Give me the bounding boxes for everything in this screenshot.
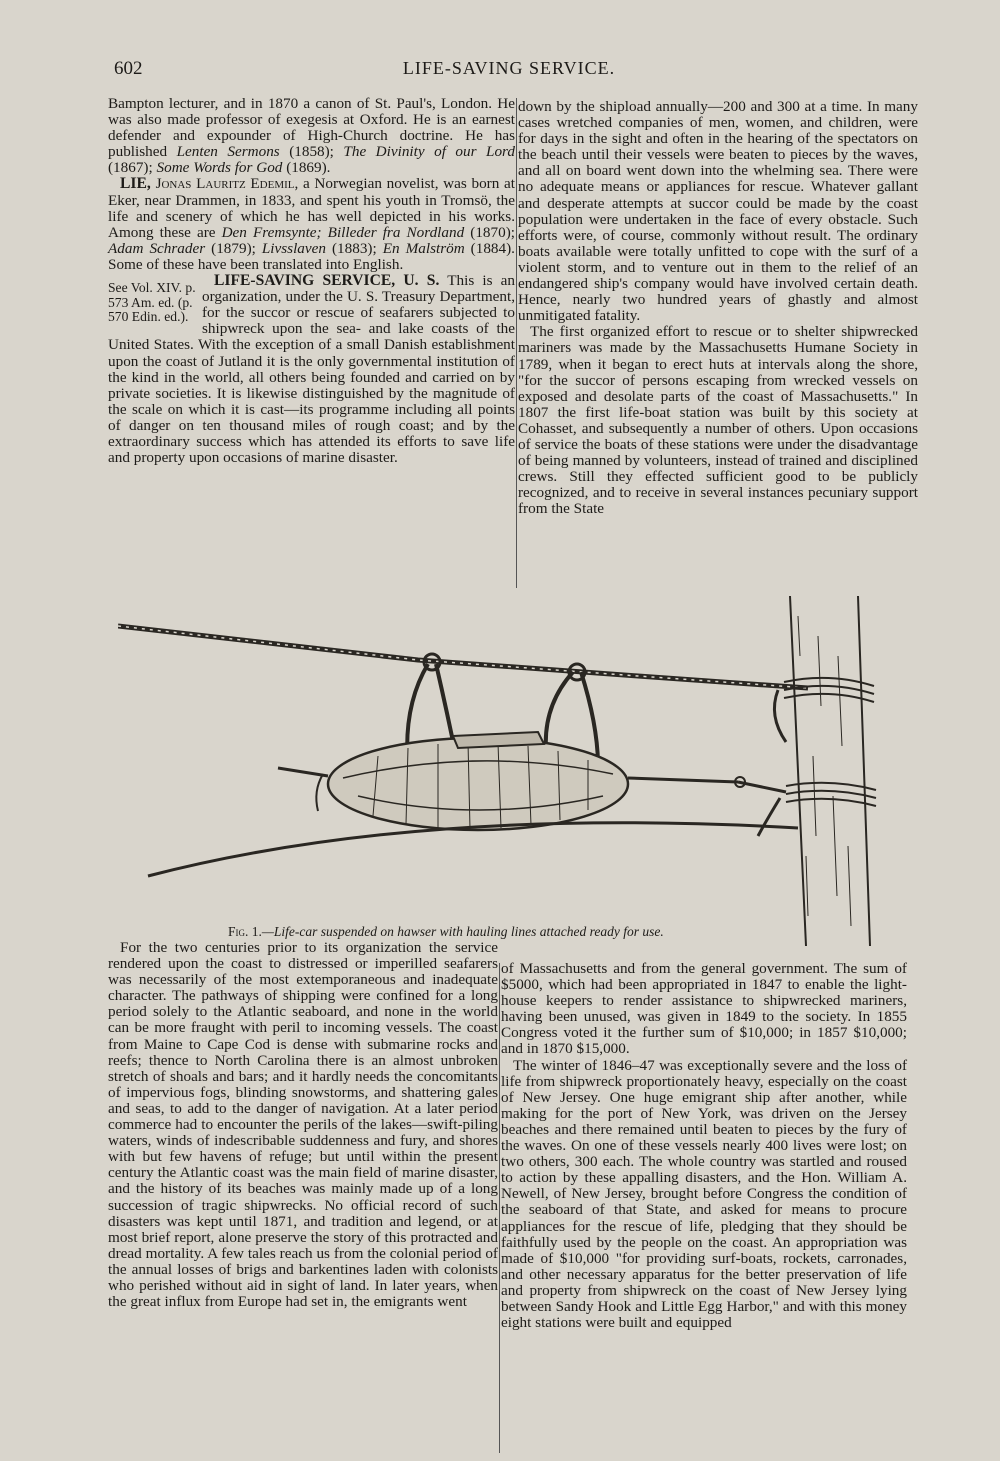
left-column-bottom: [108, 940, 498, 1310]
life-car-illustration: [118, 596, 908, 946]
left-column-top: [108, 96, 515, 466]
caption-text: —Life-car suspended on hawser with hauling lines attached ready for use.: [261, 924, 664, 939]
life-car-engraving: [118, 596, 908, 946]
paragraph: down by the shipload annually—200 and 300 at a time. In many cases wretched companies of men, women, and children, were for days in the sight and often in the hearing of the spectators on the beach until their vessels were beaten to pieces by the waves, and all on board went down into the whelming sea. There were no adequate means or appliances for rescue. Whatever gallant and desperate attempts at succor could be made by the coast population were undertaken in the face of every obstacle. Such efforts were, of course, commonly without result. The ordinary boats available were totally unfitted to cope with the surf of a violent storm, and to venture out in them to the relief of an endangered ship's company would have involved certain death. Hence, nearly two hundred years of ghastly and almost unmitigated fatality.: [518, 98, 918, 325]
running-title: LIFE-SAVING SERVICE.: [402, 58, 616, 78]
column-rule: [516, 98, 517, 588]
entry-heading: LIFE-SAVING SERVICE, U. S.: [214, 273, 440, 290]
paragraph-bampton: Bampton lecturer, and in 1870 a canon of St. Paul's, London. He was also made professor of exegesis at Oxford. He is an earnest defender and expounder of High-Church doctrine. He has published Lenten Sermons (1858); The Divinity of our Lord (1867); Some Words for God (1869).: [108, 95, 515, 177]
margin-note: See Vol. XIV. p. 573 Am. ed. (p. 570 Edin. ed.).: [108, 280, 196, 325]
entry-lie: LIE, Jonas Lauritz Edemil, a Norwegian novelist, was born at Eker, near Drammen, in 1833, and spent his youth in Tromsö, the life and scenery of which he has well depicted in his works. Among these are Den Fremsynte; Billeder fra Nordland (1870); Adam Schrader (1879); Livsslaven (1883); En Malström (1884). Some of these have been translated into English.: [108, 175, 515, 273]
paragraph: The first organized effort to rescue or to shelter shipwrecked mariners was made by the Massachusetts Humane Society in 1789, when it began to erect huts at intervals along the shore, "for the succor of persons escaping from wrecked vessels on exposed and desolate parts of the coast of Massachusetts." In 1807 the first life-boat station was built by this society at Cohasset, and subsequently a number of others. Upon occasions of service the boats of these stations were under the disadvantage of being manned by volunteers, instead of trained and disciplined crews. Still they effected sufficient good to be publicly recognized, and to receive in several instances pecuniary support from the State: [518, 323, 918, 518]
figure-caption: [228, 924, 664, 940]
entry-life-saving-service: See Vol. XIV. p. 573 Am. ed. (p. 570 Edin. ed.). LIFE-SAVING SERVICE, U. S. This is an organization, under the U. S. Treasury Department, for the succor or rescue of seafarers subjected to shipwreck upon the sea- and lake coasts of the United States. With the exception of a small Danish establishment upon the coast of Jutland it is the only governmental institution of the kind in the world, all others being founded and carried on by private societies. It is likewise distinguished by the magnitude of the scale on which it is cast—its programme including all points of danger on ten thousand miles of rough coast; and by the extraordinary success which has attended its efforts to save life and property upon occasions of marine disaster.: [108, 273, 515, 467]
column-rule: [499, 963, 500, 1453]
figure-label: Fig. 1.: [228, 924, 262, 939]
paragraph: The winter of 1846–47 was exceptionally severe and the loss of life from shipwreck proportionately heavy, especially on the coast of New Jersey. One huge emigrant ship after another, while making for the port of New York, was driven on the Jersey beaches and there remained until beaten to pieces by the fury of the waves. On one of these vessels nearly 400 lives were lost; on two others, 300 each. The whole country was startled and roused to action by these appalling disasters, and the Hon. William A. Newell, of New Jersey, brought before Congress the condition of the seaboard of that State, and asked for means to procure appliances for the rescue of life, pledging that they should be faithfully used by the people on the coast. An appropriation was made of $10,000 "for providing surf-boats, rockets, carronades, and other necessary apparatus for the better preservation of life and property from shipwreck on the coast of New Jersey lying between Sandy Hook and Little Egg Harbor," and with this money eight stations were built and equipped: [501, 1056, 907, 1332]
entry-heading: LIE,: [120, 175, 156, 193]
paragraph: of Massachusetts and from the general government. The sum of $5000, which had been appropriated in 1847 to enable the light-house keepers to render assistance to shipwrecked mariners, having been unused, was given in 1849 to the society. In 1855 Congress voted it the further sum of $10,000; in 1857 $10,000; and in 1870 $15,000.: [501, 960, 907, 1058]
page-number: 602: [114, 58, 143, 79]
paragraph: For the two centuries prior to its organization the service rendered upon the coast to distressed or imperilled seafarers was necessarily of the most extemporaneous and inadequate character. The pathways of shipping were confined for a long period solely to the Atlantic seaboard, and none in the world can be more fraught with peril to incoming vessels. The coast from Maine to Cape Cod is dense with submarine rocks and reefs; thence to North Carolina there is an almost unbroken stretch of shoals and bars; and it hardly needs the concomitants of impervious fogs, blinding snowstorms, and shattering gales and seas, to add to the danger of navigation. At a later period commerce had to encounter the perils of the lakes—swift-piling waters, winds of indescribable suddenness and fury, and shores with but few havens of refuge; but until within the present century the Atlantic coast was the main field of marine disaster, and the history of its beaches was mainly made up of a long succession of tragic shipwrecks. No official record of such disasters was kept until 1871, and tradition and legend, or at most brief report, alone preserve the story of this protracted and dread mortality. A few tales reach us from the colonial period of the annual losses of brigs and barkentines laden with colonists who perished without aid in sight of land. In later years, when the great influx from Europe had set in, the emigrants went: [108, 939, 498, 1311]
page-header: [114, 58, 904, 84]
right-column-bottom: [501, 961, 907, 1331]
right-column-top: [518, 99, 918, 517]
